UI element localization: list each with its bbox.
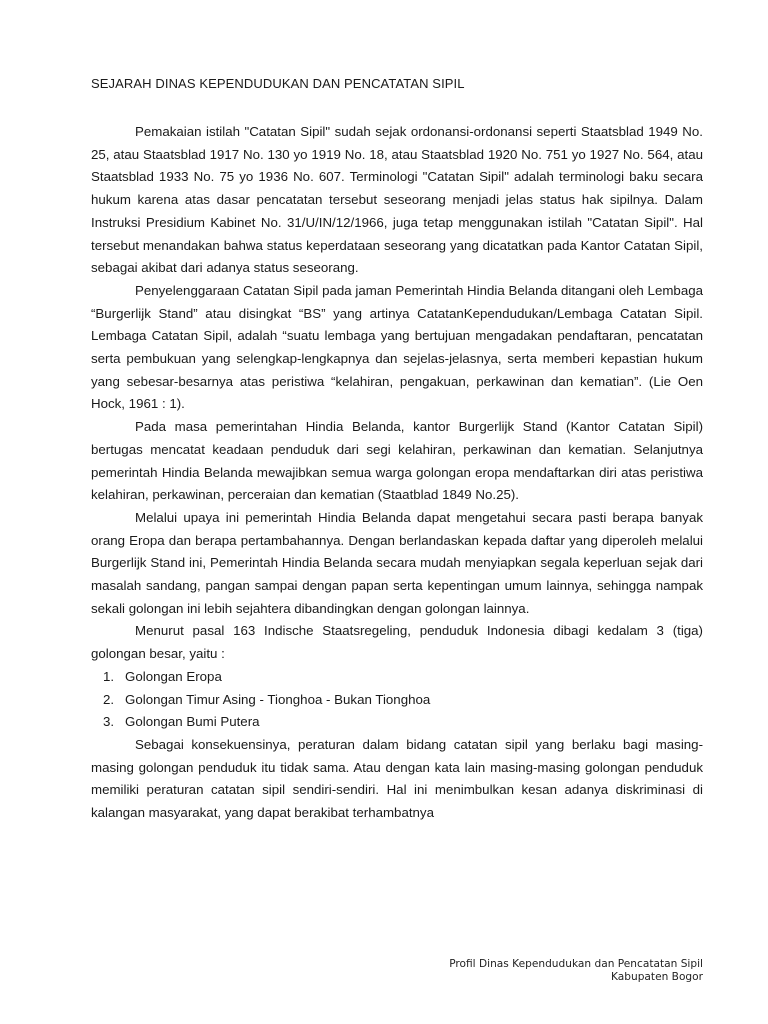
paragraph-pasal-163: Menurut pasal 163 Indische Staatsregeling, penduduk Indonesia dibagi kedalam 3 (tiga) golongan besar, yaitu : [91,623,703,662]
list-item [91,689,703,712]
document-body [91,72,703,825]
footer-line-profil: Profil Dinas Kependudukan dan Pencatatan Sipil [449,958,703,970]
list-item-number: 1. [103,668,115,684]
list-item [91,711,703,734]
document-title: SEJARAH DINAS KEPENDUDUKAN DAN PENCATATAN SIPIL [91,76,465,91]
list-item-number: 2. [103,691,115,707]
golongan-list [91,666,703,734]
page-footer [449,958,703,984]
paragraph-hindia-belanda: Pada masa pemerintahan Hindia Belanda, kantor Burgerlijk Stand (Kantor Catatan Sipil) bertugas mencatat keadaan penduduk dari segi kelahiran, perkawinan dan kematian. Selanjutnya pemerintah Hindia Belanda mewajibkan semua warga golongan eropa mendaftarkan diri atas peristiwa kelahiran, perkawinan, perceraian dan kematian (Staatblad 1849 No.25). [91,419,703,503]
list-item-text: Golongan Bumi Putera [125,714,260,730]
list-item-text: Golongan Timur Asing - Tionghoa - Bukan Tionghoa [125,691,431,707]
list-item [91,666,703,689]
paragraph-burgerlijk-stand: Penyelenggaraan Catatan Sipil pada jaman Pemerintah Hindia Belanda ditangani oleh Lembaga “Burgerlijk Stand” atau disingkat “BS” yang artinya CatatanKependudukan/Lembaga Catatan Sipil. Lembaga Catatan Sipil, adalah “suatu lembaga yang bertujuan mengadakan pendaftaran, pencatatan serta pembukuan yang selengkap-lengkapnya dan sejelas-jelasnya, serta memberi kepastian hukum yang sebesar-besarnya atas peristiwa “kelahiran, pengakuan, perkawinan dan kematian”. (Lie Oen Hock, 1961 : 1). [91,282,703,412]
footer-line-kabupaten: Kabupaten Bogor [611,971,703,983]
paragraph-konsekuensi: Sebagai konsekuensinya, peraturan dalam bidang catatan sipil yang berlaku bagi masing-masing golongan penduduk itu tidak sama. Atau dengan kata lain masing-masing golongan penduduk memiliki peraturan catatan sipil sendiri-sendiri. Hal ini menimbulkan kesan adanya diskriminasi di kalangan masyarakat, yang dapat berakibat terhambatnya [91,736,703,821]
list-item-number: 3. [103,714,115,730]
paragraph-upaya: Melalui upaya ini pemerintah Hindia Belanda dapat mengetahui secara pasti berapa banyak orang Eropa dan berapa pertambahannya. Dengan berlandaskan kepada daftar yang diperoleh melalui Burgerlijk Stand ini, Pemerintah Hindia Belanda secara mudah menyiapkan segala keperluan sejak dari masalah sandang, pangan sampai dengan papan serta kepentingan umum lainnya, sehingga nampak sekali golongan ini lebih sejahtera dibandingkan dengan golongan lainnya. [91,509,703,616]
paragraph-catatan-sipil-term: Pemakaian istilah "Catatan Sipil" sudah sejak ordonansi-ordonansi seperti Staatsblad 1949 No. 25, atau Staatsblad 1917 No. 130 yo 1919 No. 18, atau Staatsblad 1920 No. 751 yo 1927 No. 564, atau Staatsblad 1933 No. 75 yo 1936 No. 607. Terminologi "Catatan Sipil" adalah terminologi baku secara hukum karena atas dasar pencatatan tersebut seseorang menjadi jelas status hak sipilnya. Dalam Instruksi Presidium Kabinet No. 31/U/IN/12/1966, juga tetap menggunakan istilah "Catatan Sipil". Hal tersebut menandakan bahwa status keperdataan seseorang yang dicatatkan pada Kantor Catatan Sipil, sebagai akibat dari adanya status seseorang. [91,124,703,276]
list-item-text: Golongan Eropa [125,668,222,684]
